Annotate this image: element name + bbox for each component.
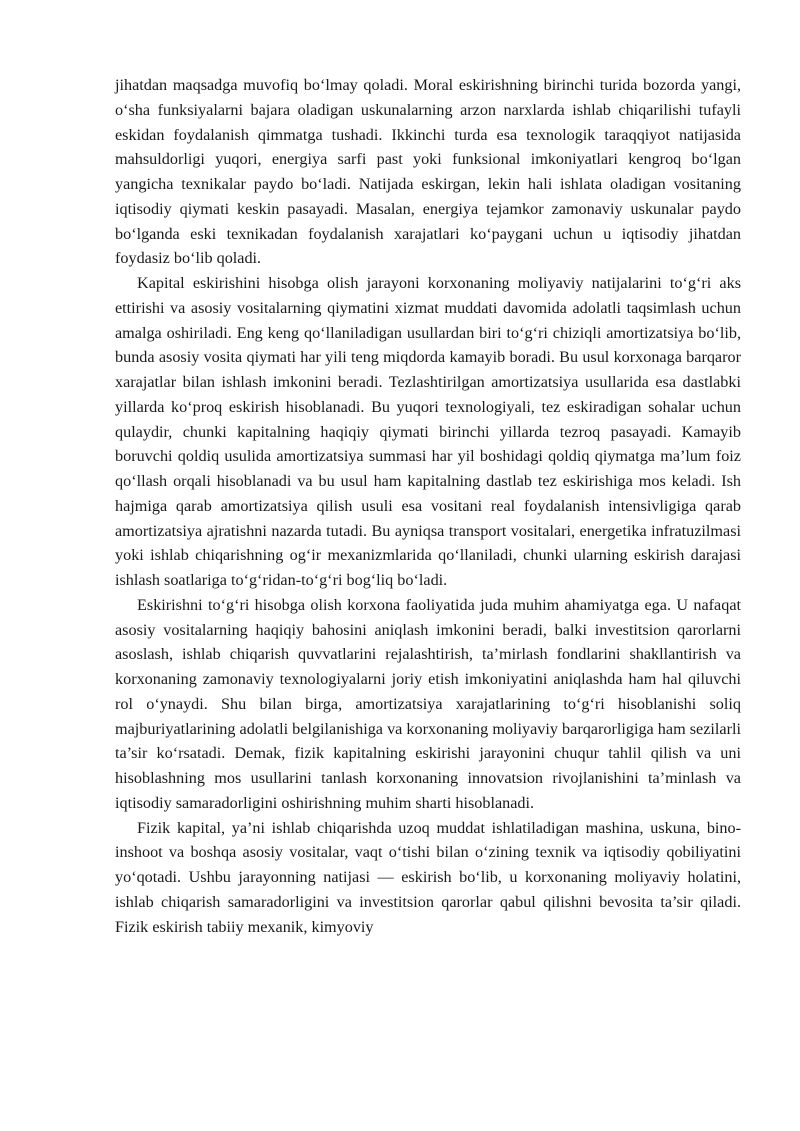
document-page [115,73,741,939]
paragraph-physical-capital: Fizik kapital, ya’ni ishlab chiqarishda uzoq muddat ishlatiladigan mashina, uskuna, bino-inshoot va boshqa asosiy vositalar, vaqt o‘tishi bilan o‘zining texnik va iqtisodiy qobiliyatini yo‘qotadi. Ushbu jarayonning natijasi — eskirish bo‘lib, u korxonaning moliyaviy holatini, ishlab chiqarish samaradorligini va investitsion qarorlar qabul qilishni bevosita ta’sir qiladi. Fizik eskirish tabiiy mexanik, kimyoviy [115,818,741,936]
paragraph-depreciation-importance: Eskirishni to‘g‘ri hisobga olish korxona faoliyatida juda muhim ahamiyatga ega. U nafaqat asosiy vositalarning haqiqiy bahosini aniqlash imkonini beradi, balki investitsion qarorlarni asoslash, ishlab chiqarish quvvatlarini rejalashtirish, ta’mirlash fondlarini shakllantirish va korxonaning zamonaviy texnologiyalarni joriy etish imkoniyatini aniqlashda ham hal qiluvchi rol o‘ynaydi. Shu bilan birga, amortizatsiya xarajatlarining to‘g‘ri hisoblanishi soliq majburiyatlarining adolatli belgilanishiga va korxonaning moliyaviy barqarorligiga ham sezilarli ta’sir ko‘rsatadi. Demak, fizik kapitalning eskirishi jarayonini chuqur tahlil qilish va uni hisoblashning mos usullarini tanlash korxonaning innovatsion rivojlanishini ta’minlash va iqtisodiy samaradorligini oshirishning muhim sharti hisoblanadi. [115,595,741,812]
paragraph-moral-obsolescence: jihatdan maqsadga muvofiq bo‘lmay qoladi. Moral eskirishning birinchi turida bozorda yangi, o‘sha funksiyalarni bajara oladigan uskunalarning arzon narxlarda ishlab chiqarilishi tufayli eskidan foydalanish qimmatga tushadi. Ikkinchi turda esa texnologik taraqqiyot natijasida mahsuldorligi yuqori, energiya sarfi past yoki funksional imkoniyatlari kengroq bo‘lgan yangicha texnikalar paydo bo‘ladi. Natijada eskirgan, lekin hali ishlata oladigan vositaning iqtisodiy qiymati keskin pasayadi. Masalan, energiya tejamkor zamonaviy uskunalar paydo bo‘lganda eski texnikadan foydalanish xarajatlari ko‘paygani uchun u iqtisodiy jihatdan foydasiz bo‘lib qoladi. [115,76,741,268]
paragraph-depreciation-methods: Kapital eskirishini hisobga olish jarayoni korxonaning moliyaviy natijalarini to‘g‘ri aks ettirishi va asosiy vositalarning qiymatini xizmat muddati davomida adolatli taqsimlash uchun amalga oshiriladi. Eng keng qo‘llaniladigan usullardan biri to‘g‘ri chiziqli amortizatsiya bo‘lib, bunda asosiy vosita qiymati har yili teng miqdorda kamayib boradi. Bu usul korxonaga barqaror xarajatlar bilan ishlash imkonini beradi. Tezlashtirilgan amortizatsiya usullarida esa dastlabki yillarda ko‘proq eskirish hisoblanadi. Bu yuqori texnologiyali, tez eskiradigan sohalar uchun qulaydir, chunki kapitalning haqiqiy qiymati birinchi yillarda tezroq pasayadi. Kamayib boruvchi qoldiq usulida amortizatsiya summasi har yil boshidagi qoldiq qiymatga ma’lum foiz qo‘llash orqali hisoblanadi va bu usul ham kapitalning dastlab tez eskirishiga mos keladi. Ish hajmiga qarab amortizatsiya qilish usuli esa vositani real foydalanish intensivligiga qarab amortizatsiya ajratishni nazarda tutadi. Bu ayniqsa transport vositalari, energetika infratuzilmasi yoki ishlab chiqarishning og‘ir mexanizmlarida qo‘llaniladi, chunki ularning eskirish darajasi ishlash soatlariga to‘g‘ridan-to‘g‘ri bog‘liq bo‘ladi. [115,274,741,589]
